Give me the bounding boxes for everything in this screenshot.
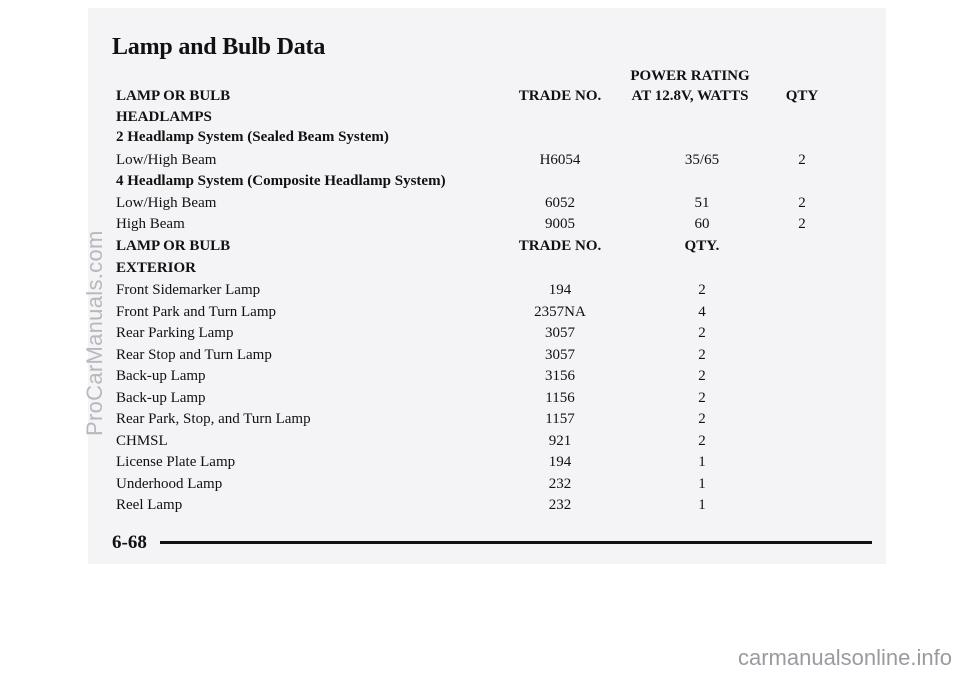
header-power-rating-line2: AT 12.8V, WATTS: [631, 88, 749, 104]
header-qty: QTY: [785, 88, 819, 104]
exterior-header-qty: QTY.: [684, 238, 720, 254]
section-exterior: EXTERIOR: [116, 260, 197, 276]
lamp-name: Back-up Lamp: [116, 368, 206, 384]
trade-number: 6052: [545, 195, 575, 211]
subsection-4-headlamp-system: 4 Headlamp System (Composite Headlamp System): [116, 173, 446, 189]
page-number: 6-68: [112, 532, 147, 553]
lamp-name: Low/High Beam: [116, 195, 217, 211]
quantity: 2: [798, 216, 806, 232]
quantity: 2: [698, 325, 706, 341]
power-rating: 60: [694, 216, 710, 232]
trade-number: 232: [548, 476, 572, 492]
lamp-name: Front Sidemarker Lamp: [116, 282, 261, 298]
quantity: 2: [698, 390, 706, 406]
site-watermark: carmanualsonline.info: [737, 645, 952, 670]
lamp-name: Rear Park, Stop, and Turn Lamp: [116, 411, 311, 427]
header-power-rating-line1: POWER RATING: [630, 68, 750, 84]
trade-number: 232: [548, 497, 572, 513]
trade-number: 921: [548, 433, 572, 449]
trade-number: 3057: [545, 325, 575, 341]
lamp-name: Back-up Lamp: [116, 390, 206, 406]
trade-number: 194: [548, 454, 572, 470]
footer-rule: [160, 541, 872, 544]
lamp-name: Rear Parking Lamp: [116, 325, 234, 341]
exterior-header-lamp-or-bulb: LAMP OR BULB: [116, 238, 231, 254]
subsection-2-headlamp-system: 2 Headlamp System (Sealed Beam System): [116, 129, 389, 145]
header-lamp-or-bulb: LAMP OR BULB: [116, 88, 231, 104]
power-rating: 51: [694, 195, 710, 211]
trade-number: 9005: [545, 216, 575, 232]
section-headlamps: HEADLAMPS: [116, 109, 212, 125]
quantity: 2: [698, 347, 706, 363]
lamp-name: Front Park and Turn Lamp: [116, 304, 277, 320]
trade-number: 1157: [545, 411, 575, 427]
quantity: 2: [698, 433, 706, 449]
lamp-name: Underhood Lamp: [116, 476, 223, 492]
quantity: 2: [698, 282, 706, 298]
power-rating: 35/65: [684, 152, 720, 168]
trade-number: 3057: [545, 347, 575, 363]
quantity: 1: [698, 454, 706, 470]
watermark: ProCarManuals.com: [82, 230, 107, 436]
page-title: Lamp and Bulb Data: [112, 34, 326, 60]
lamp-name: Low/High Beam: [116, 152, 217, 168]
quantity: 2: [698, 411, 706, 427]
quantity: 2: [798, 152, 806, 168]
lamp-name: CHMSL: [116, 433, 168, 449]
quantity: 2: [698, 368, 706, 384]
quantity: 2: [798, 195, 806, 211]
lamp-name: License Plate Lamp: [116, 454, 236, 470]
exterior-header-trade-no: TRADE NO.: [518, 238, 602, 254]
quantity: 1: [698, 497, 706, 513]
trade-number: 2357NA: [534, 304, 586, 320]
quantity: 1: [698, 476, 706, 492]
trade-number: 3156: [545, 368, 575, 384]
header-trade-no: TRADE NO.: [518, 88, 602, 104]
lamp-name: High Beam: [116, 216, 185, 232]
quantity: 4: [698, 304, 706, 320]
lamp-name: Rear Stop and Turn Lamp: [116, 347, 272, 363]
trade-number: 1156: [545, 390, 575, 406]
trade-number: H6054: [539, 152, 581, 168]
lamp-name: Reel Lamp: [116, 497, 183, 513]
trade-number: 194: [548, 282, 572, 298]
